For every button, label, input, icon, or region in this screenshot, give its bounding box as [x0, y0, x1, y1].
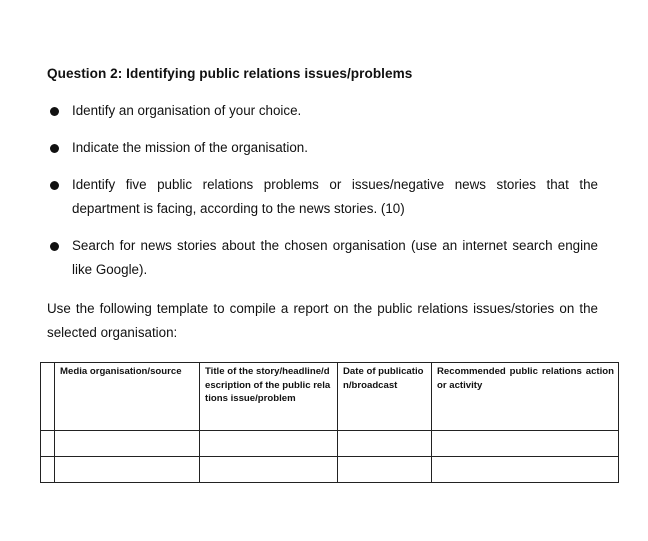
table-header-cell: Title of the story/headline/description of the public relations issue/problem: [200, 363, 338, 431]
bullet-text: Identify five public relations problems or issues/negative news stories that the department is facing, according to the news stories. (10): [72, 177, 598, 216]
bullet-dot-icon: [50, 144, 59, 153]
table-row: [41, 431, 619, 457]
report-template-table: [40, 362, 619, 483]
bullet-text: Search for news stories about the chosen organisation (use an internet search engine like Google).: [72, 238, 598, 277]
bullet-item: [47, 99, 598, 123]
bullet-item: [47, 234, 598, 282]
table-header-cell: [41, 363, 55, 431]
question-heading: Question 2: Identifying public relations issues/problems: [47, 66, 413, 81]
table-cell[interactable]: [338, 431, 432, 457]
table-cell[interactable]: [55, 457, 200, 483]
table-cell[interactable]: [432, 431, 619, 457]
instruction-paragraph: Use the following template to compile a report on the public relations issues/stories on the selected organisation:: [47, 301, 598, 340]
bullet-dot-icon: [50, 107, 59, 116]
table-row: [41, 457, 619, 483]
table-header-row: [41, 363, 619, 431]
bullet-item: [47, 173, 598, 221]
table-header-cell: Recommended public relations action or activity: [432, 363, 619, 431]
table-cell[interactable]: [432, 457, 619, 483]
table-cell[interactable]: [41, 457, 55, 483]
bullet-text: Identify an organisation of your choice.: [72, 103, 302, 118]
table-cell[interactable]: [41, 431, 55, 457]
bullet-item: [47, 136, 598, 160]
table-header-cell: Media organisation/source: [55, 363, 200, 431]
table-header-cell: Date of publication/broadcast: [338, 363, 432, 431]
bullet-text: Indicate the mission of the organisation.: [72, 140, 308, 155]
table-cell[interactable]: [55, 431, 200, 457]
table-cell[interactable]: [338, 457, 432, 483]
bullet-dot-icon: [50, 181, 59, 190]
table-cell[interactable]: [200, 457, 338, 483]
table-cell[interactable]: [200, 431, 338, 457]
bullet-dot-icon: [50, 242, 59, 251]
